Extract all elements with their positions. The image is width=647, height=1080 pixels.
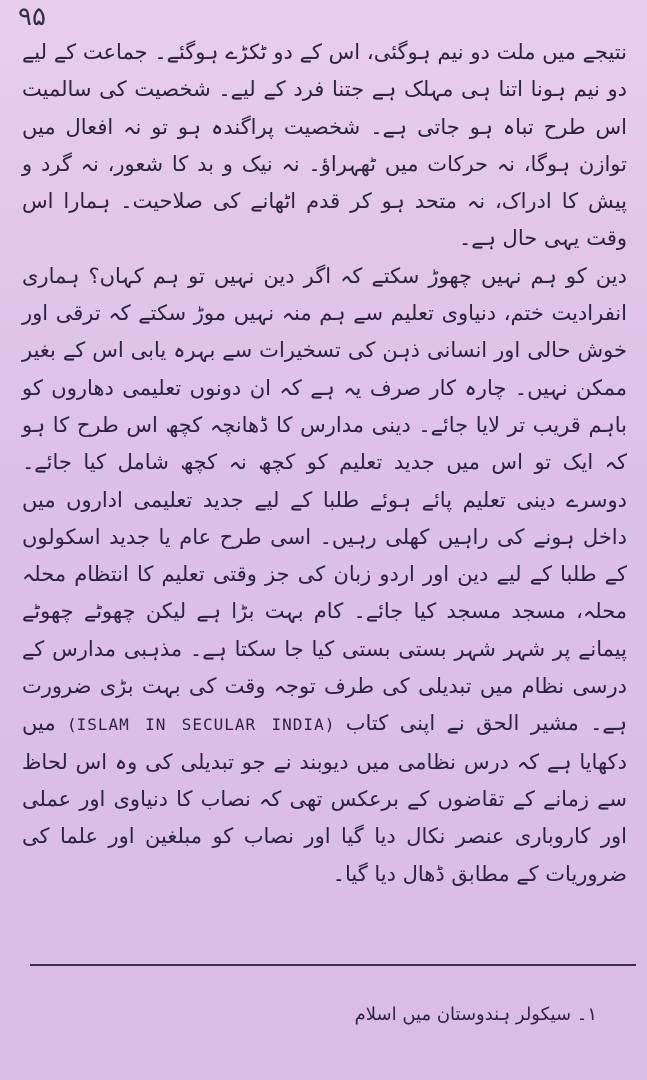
paragraph-2 bbox=[22, 258, 627, 893]
page-number: ۹۵ bbox=[18, 2, 46, 32]
paragraph-1: نتیجے میں ملت دو نیم ہوگئی، اس کے دو ٹکڑے ہوگئے۔ جماعت کے لیے دو نیم ہونا اتنا ہی مہلک ہے جتنا فرد کے لیے۔ شخصیت کی سالمیت اس طرح تباہ ہو جاتی ہے۔ شخصیت پراگندہ ہو تو نہ افعال میں توازن ہوگا، نہ حرکات میں ٹھہراؤ۔ نہ نیک و بد کا شعور، نہ گرد و پیش کا ادراک، نہ متحد ہو کر قدم اٹھانے کی صلاحیت۔ ہمارا اس وقت یہی حال ہے۔ bbox=[22, 40, 627, 251]
paragraph-2-continuation: میں دکھایا ہے کہ درس نظامی میں دیوبند نے جو تبدیلی کی وہ اس لحاظ سے زمانے کے تقاضوں کے برعکس تھی کہ نصاب کا دنیاوی اور عملی اور کاروباری عنصر نکال دیا گیا اور نصاب کو مبلغین اور علما کی ضروریات کے مطابق ڈھال دیا گیا۔ bbox=[22, 711, 627, 886]
paragraph-2-text: دین کو ہم نہیں چھوڑ سکتے کہ اگر دین نہیں تو ہم کہاں؟ ہماری انفرادیت ختم، دنیاوی تعلیم سے ہم منہ نہیں موڑ سکتے کہ ترقی اور خوش حالی اور انسانی ذہن کی تسخیرات سے بہرہ یابی اس کے بغیر ممکن نہیں۔ چارہ کار صرف یہ ہے کہ ان دونوں تعلیمی دھاروں کو باہم قریب تر لایا جائے۔ دینی مدارس کا ڈھانچہ کچھ اس طرح کا ہو کہ ایک تو اس میں جدید تعلیم کو کچھ نہ کچھ شامل کیا جائے۔ دوسرے دینی تعلیم پائے ہوئے طلبا کے لیے جدید تعلیمی اداروں میں داخل ہونے کی راہیں کھلی رہیں۔ اسی طرح عام یا جدید اسکولوں کے طلبا کے لیے دین اور اردو زبان کی جز وقتی تعلیم کا انتظام محلہ محلہ، مسجد مسجد کیا جائے۔ کام بہت بڑا ہے لیکن چھوٹے چھوٹے پیمانے پر شہر شہر بستی بستی کیا جا سکتا ہے۔ مذہبی مدارس کے درسی نظام میں تبدیلی کی طرف توجہ وقت کی بہت بڑی ضرورت ہے۔ مشیر الحق نے اپنی کتاب bbox=[22, 263, 627, 736]
body-text bbox=[22, 34, 627, 893]
footnote: ۱۔ سیکولر ہندوستان میں اسلام bbox=[354, 1004, 597, 1025]
book-title: (ISLAM IN SECULAR INDIA) bbox=[66, 715, 335, 735]
footnote-divider bbox=[30, 964, 636, 966]
